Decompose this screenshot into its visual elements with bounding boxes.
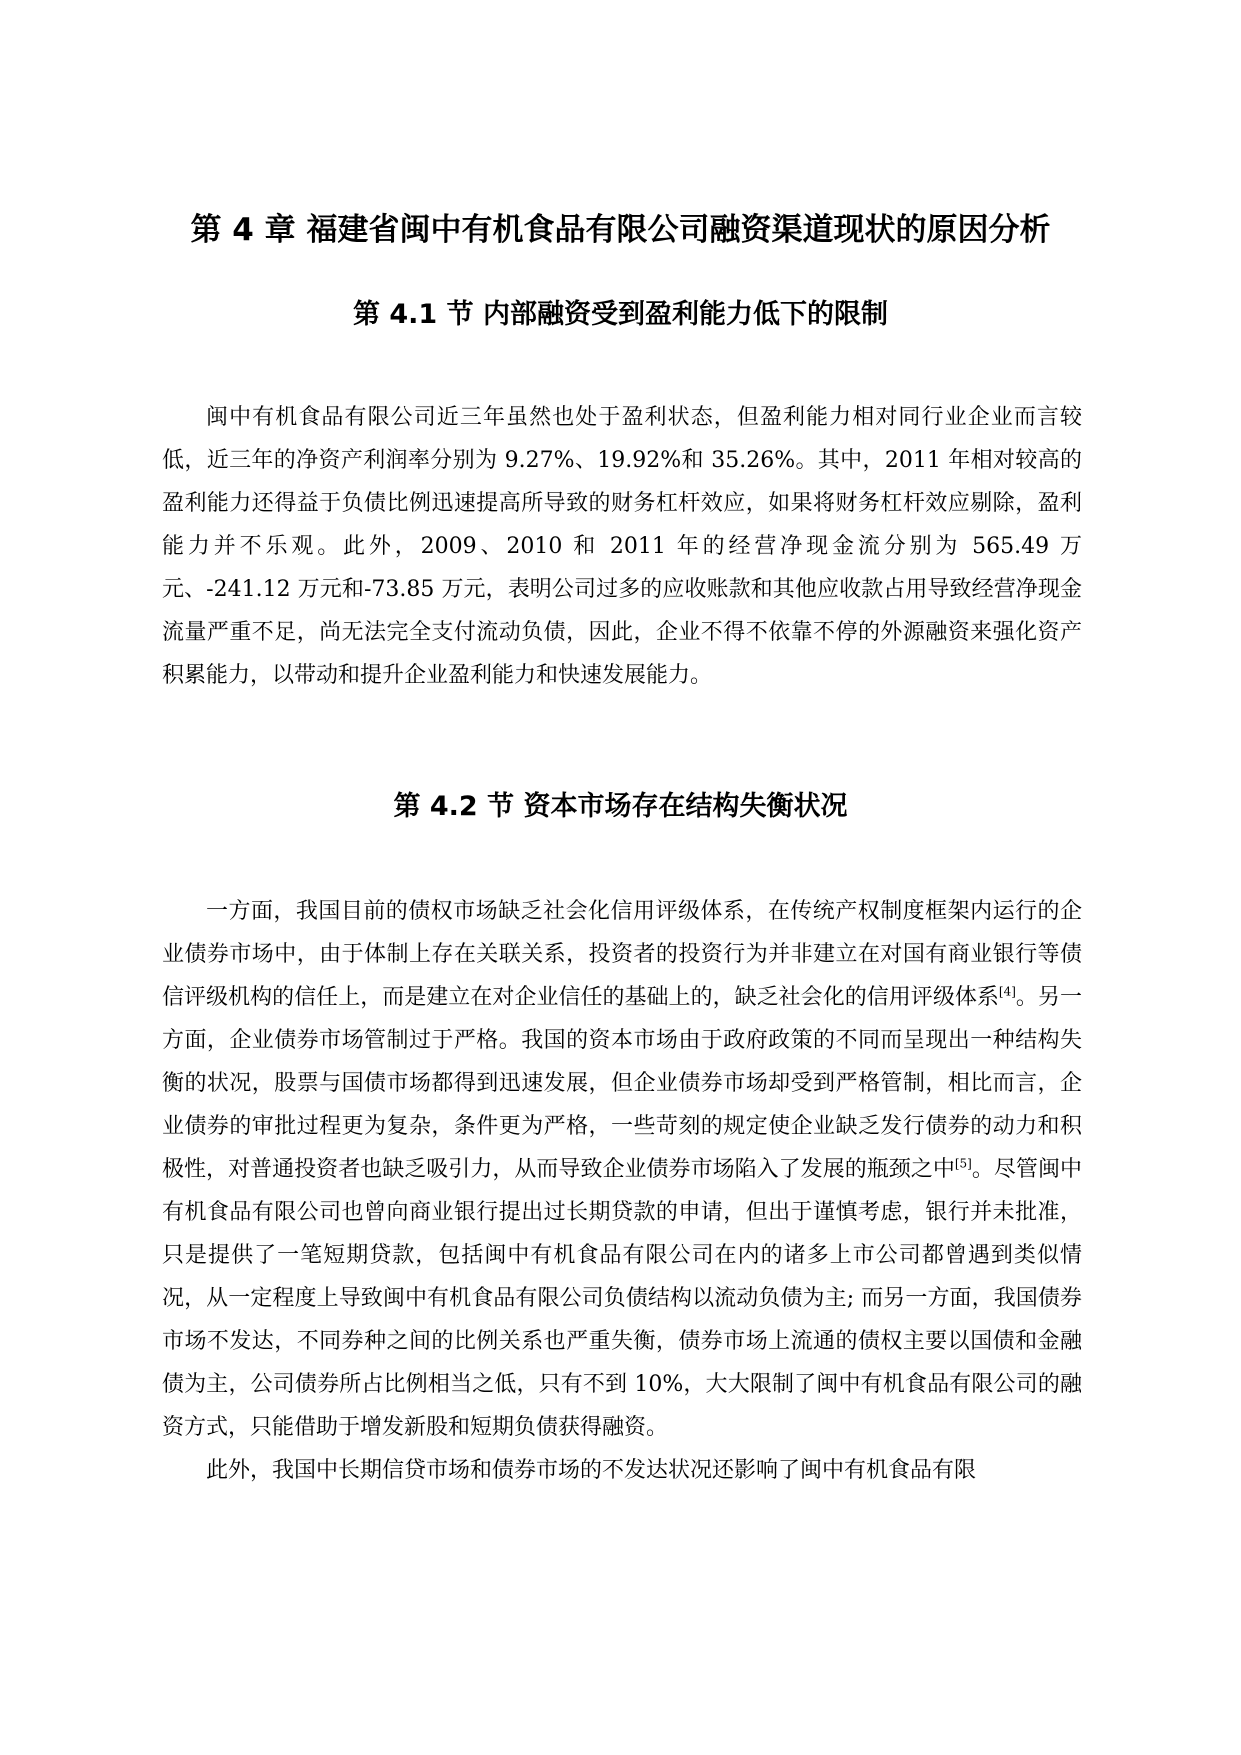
section-4-1-title: 第 4.1 节 内部融资受到盈利能力低下的限制 bbox=[352, 299, 889, 330]
paragraph-text-part-3: 。尽管闽中有机食品有限公司也曾向商业银行提出过长期贷款的申请，但出于谨慎考虑，银行并未批准，只是提供了一笔短期贷款，包括闽中有机食品有限公司在内的诸多上市公司都曾遇到类似情况，从一定程度上导致闽中有机食品有限公司负债结构以流动负债为主; 而另一方面，我国债券市场不发达，不同券种之间的比例关系也严重失衡，债券市场上流通的债权主要以国债和金融债为主，公司债券所占比例相当之低，只有不到 10%，大大限制了闽中有机食品有限公司的融资方式，只能借助于增发新股和短期负债获得融资。 bbox=[162, 1157, 1082, 1440]
citation-ref-5[interactable]: [5] bbox=[954, 1156, 972, 1171]
section-4-2-paragraph-2: 此外，我国中长期信贷市场和债券市场的不发达状况还影响了闽中有机食品有限 bbox=[206, 1458, 977, 1483]
paragraph-text-part-1: 一方面，我国目前的债权市场缺乏社会化信用评级体系，在传统产权制度框架内运行的企业债券市场中，由于体制上存在关联关系，投资者的投资行为并非建立在对国有商业银行等债信评级机构的信任上，而是建立在对企业信任的基础上的，缺乏社会化的信用评级体系 bbox=[162, 899, 1082, 1010]
section-4-1-body bbox=[162, 396, 1082, 697]
chapter-title: 第 4 章 福建省闽中有机食品有限公司融资渠道现状的原因分析 bbox=[190, 212, 1051, 248]
citation-ref-4[interactable]: [4] bbox=[998, 984, 1016, 999]
paragraph-text-part-2: 。另一方面，企业债券市场管制过于严格。我国的资本市场由于政府政策的不同而呈现出一种结构失衡的状况，股票与国债市场都得到迅速发展，但企业债券市场却受到严格管制，相比而言，企业债券的审批过程更为复杂，条件更为严格，一些苛刻的规定使企业缺乏发行债券的动力和积极性，对普通投资者也缺乏吸引力，从而导致企业债券市场陷入了发展的瓶颈之中 bbox=[162, 985, 1082, 1182]
section-4-2-body bbox=[162, 890, 1082, 1492]
section-4-2-paragraph-1 bbox=[162, 890, 1082, 1449]
section-4-1-paragraph: 闽中有机食品有限公司近三年虽然也处于盈利状态，但盈利能力相对同行业企业而言较低，近三年的净资产利润率分别为 9.27%、19.92%和 35.26%。其中，2011 年相对较高的盈利能力还得益于负债比例迅速提高所导致的财务杠杆效应，如果将财务杠杆效应剔除，盈利能力并不乐观。此外，2009、2010 和 2011 年的经营净现金流分别为 565.49 万元、-241.12 万元和-73.85 万元，表明公司过多的应收账款和其他应收款占用导致经营净现金流量严重不足，尚无法完全支付流动负债，因此，企业不得不依靠不停的外源融资来强化资产积累能力，以带动和提升企业盈利能力和快速发展能力。 bbox=[162, 405, 1082, 688]
section-4-2-title: 第 4.2 节 资本市场存在结构失衡状况 bbox=[393, 791, 848, 822]
